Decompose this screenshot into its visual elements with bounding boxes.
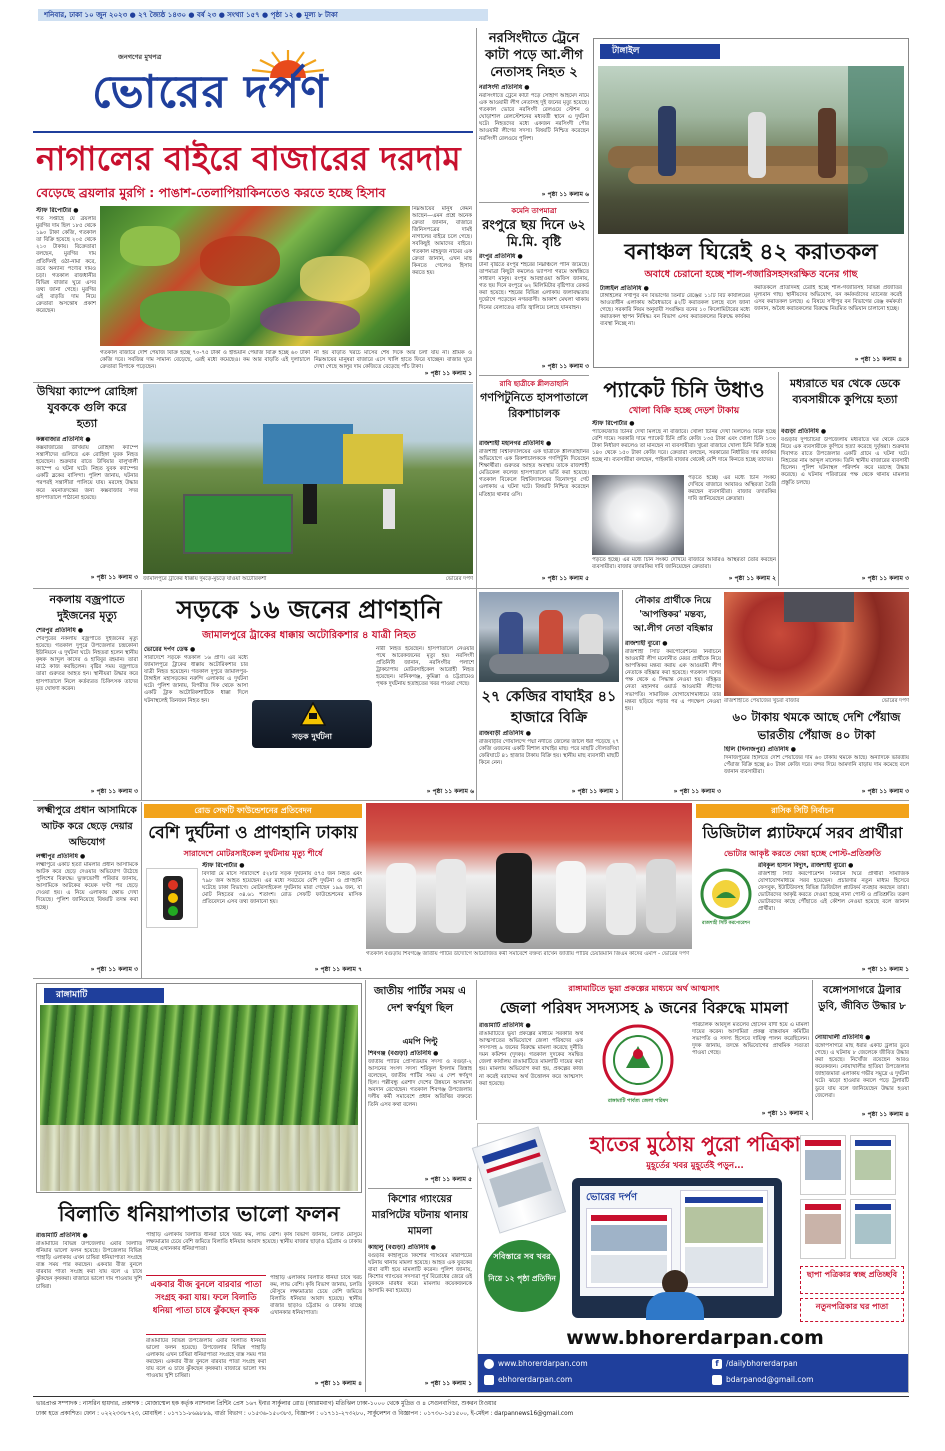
ad-side-text-1: ছাপা পত্রিকার স্বচ্ছ প্রতিচ্ছবি xyxy=(800,1266,904,1294)
narsingdi-byline: নরসিংদী প্রতিনিধি ● xyxy=(479,84,530,91)
coriander-continued: » পৃষ্ঠা ১১ কলাম ৪ xyxy=(314,1380,362,1387)
lead-continued: » পৃষ্ঠা ১১ কলাম ১ xyxy=(424,370,472,377)
road-byline: ভোরের দর্পণ ডেস্ক ● xyxy=(144,646,196,653)
mail-icon xyxy=(712,1375,722,1385)
fish-photo xyxy=(479,592,619,682)
tangail-column-1: টাঙ্গাইলের সখীপুর বন বিভাগের তিনটি রেঞ্জের ১১টি বিট কার্যালয়ের আওতাধীন এলাকায় অবৈধভাবে ৪২টি করাতকল চলছে বলে জানা গেছে। সরকারি নিয়ম অনুযায়ী সংরক্ষিত বনের ১০ কিলোমিটারের মধ্যে করাতকল স্থাপন নিষিদ্ধ। বন বিভাগ এসব করাতকলের বিরুদ্ধে কার্যকর ব্যবস্থা নিচ্ছে না। xyxy=(600,293,750,328)
sugar-body: প্যাকেটজাত চিনির দেখা মিলছে না বাজারে। খোলা চিনির দেখা মিললেও বিক্রি হচ্ছে বেশি দামে। সরকারি দামে প্যাকেট চিনি প্রতি কেজি ১৩৫ টাকা এবং খোলা চিনি ১৩০ টাকা নির্ধারণ করলেও তা মানছেন না ব্যবসায়ীরা। খুচরা বাজারে খোলা চিনি বিক্রি হচ্ছে ১৪০ থেকে ১৫০ টাকা কেজি দরে। ক্রেতারা বলছেন, সরকারের নির্ধারিত দাম কার্যকর হচ্ছে না। ব্যবসায়ীরা বলছেন, পাইকারি বাজার থেকেই বেশি দামে কিনতে হচ্ছে তাদের। xyxy=(592,429,776,464)
rangamati-tag: রাঙ্গামাটি xyxy=(44,988,164,1003)
bogura-continued: » পৃষ্ঠা ১১ কলাম ৩ xyxy=(861,575,909,582)
lakshmipur-body: লক্ষ্মীপুরে একটি হত্যা মামলার প্রধান আসামিকে আটক করে ছেড়ে দেওয়ার অভিযোগ উঠেছে পুলিশের বিরুদ্ধে। ভুক্তভোগী পরিবার জানায়, আসামিকে আটকের কয়েক ঘণ্টা পর ছেড়ে দেওয়া হয়। এ নিয়ে এলাকায় ক্ষোভ দেখা দিয়েছে। পুলিশ জানিয়েছে বিষয়টি তদন্ত করা হচ্ছে। xyxy=(36,862,138,911)
bogura-headline: মধ্যরাতে ঘর থেকে ডেকে ব্যবসায়ীকে কুপিয়ে হত্যা xyxy=(789,377,901,406)
accident-photo xyxy=(143,384,473,574)
sugar-continued: » পৃষ্ঠা ১১ কলাম ২ xyxy=(728,575,776,582)
coriander-photo xyxy=(40,1005,358,1191)
rally-caption: গতকাল বগুড়ায় শিবগঞ্জে জাতীয় পার্টির উদ্যোগে আয়োজিত কর্মী সমাবেশে বক্তব্য রাখেন জাতীয় পার্টির চেয়ারম্যান জিএম কাদের এমপি - ভোরের দর্পণ xyxy=(366,951,690,957)
rohingya-byline: কক্সবাজার প্রতিনিধি ● xyxy=(36,436,91,443)
road-sign-graphic xyxy=(252,700,372,748)
rangamati-case-headline: জেলা পরিষদ সদস্যসহ ৯ জনের বিরুদ্ধে মামলা xyxy=(499,998,789,1017)
coriander-body: রাঙামাটির বিভিন্ন উপজেলায় এবার বিলাতি ধনিয়ার ভালো ফলন হয়েছে। উপজেলার বিভিন্ন পাহাড়ি এলাকায় এখন চাষিরা ধনিয়াপাতা সংগ্রহে ব্যস্ত সময় পার করছেন। একবার বীজ বুনলে বারবার পাতা সংগ্রহ করা যায় বলে এ চাষে ঝুঁকছেন কৃষকরা। বাজারে ভালো দাম পাওয়ায় খুশি চাষিরা। xyxy=(36,1241,142,1290)
lead-column-1: গত সপ্তাহে যে ব্রয়লার মুরগির দাম ছিল ১৮৫ থেকে ১৯০ টাকা কেজি, গতকাল তা বিক্রি হয়েছে ২০৫ থেকে ২১০ টাকায়। বিক্রেতারা বলছেন, মুরগির দাম প্রতিদিনই ওঠা-নামা করে, তবে অন্যান্য পণ্যের দামও চড়া। গতকাল রাজধানীর বিভিন্ন বাজার ঘুরে এসব তথ্য জানা গেছে। মুরগির এই বাড়তি দাম নিয়ে ক্রেতারা অসন্তোষ প্রকাশ করেছেন। xyxy=(36,216,96,315)
rajshahi-kicker: রাবি ছাত্রীকে শ্লীলতাহানি xyxy=(499,380,569,388)
rally-photo xyxy=(366,803,692,949)
rangpur-byline: রংপুর প্রতিনিধি ● xyxy=(479,253,523,260)
onion-headline: ৬০ টাকায় থমকে আছে দেশি পেঁয়াজ ভারতীয় পেঁয়াজ ৪০ টাকা xyxy=(732,710,901,742)
coriander-body-4: রাঙামাটির বিভিন্ন উপজেলায় এবার বিলাতি ধনিয়ার ভালো ফলন হয়েছে। উপজেলার বিভিন্ন পাহাড়ি এলাকায় এখন চাষিরা ধনিয়াপাতা সংগ্রহে ব্যস্ত সময় পার করছেন। একবার বীজ বুনলে বারবার পাতা সংগ্রহ করা যায় বলে এ চাষে ঝুঁকছেন কৃষকরা। বাজারে ভালো দাম পাওয়ায় খুশি চাষিরা। xyxy=(146,1338,266,1378)
city-corporation-seal-icon xyxy=(700,868,752,920)
tangail-byline: টাঙ্গাইল প্রতিনিধি ● xyxy=(600,285,649,292)
ad-subline: মুহূর্তের খবর মুহূর্তেই পড়ুন... xyxy=(646,1161,744,1171)
kishor-body: বগুড়ার কাহালুতে কিশোর গ্যাংয়ের মারপিটের ঘটনায় থানায় মামলা হয়েছে। আহত এক যুবকের বাবা বাদী হয়ে মামলাটি করেন। পুলিশ জানায়, কিশোর গ্যাংয়ের সদস্যরা পূর্ব বিরোধের জেরে ওই যুবককে মারধর করে। মামলায় কয়েকজনকে আসামি করা হয়েছে। xyxy=(368,1253,472,1295)
coriander-byline: রাঙামাটি প্রতিনিধি ● xyxy=(36,1232,88,1239)
rangpur-continued: » পৃষ্ঠা ১১ কলাম ৩ xyxy=(541,363,589,370)
bogura-body: বগুড়ার দুপচাঁচিয়া উপজেলায় মধ্যরাতে ঘর থেকে ডেকে নিয়ে এক ব্যবসায়ীকে কুপিয়ে হত্যা করেছে দুর্বৃত্তরা। শুক্রবার দিবাগত রাতে উপজেলার একটি গ্রামে এ ঘটনা ঘটে। নিহতের নাম আব্দুল মালেক। তিনি স্থানীয় বাজারের ব্যবসায়ী ছিলেন। পুলিশ ঘটনাস্থল পরিদর্শন করে মরদেহ উদ্ধার করেছে। এ ঘটনায় পরিবারের পক্ষ থেকে থানায় মামলার প্রস্তুতি চলছে। xyxy=(781,437,909,486)
coriander-pullquote: একবার বীজ বুনলে বারবার পাতা সংগ্রহ করা যায়। ফলে বিলাতি ধনিয়া পাতা চাষে ঝুঁকছেন কৃষক xyxy=(146,1275,266,1335)
ad-side-papers xyxy=(800,1135,900,1260)
rasik-byline: রবিকুল হাসান বিদ্যুৎ, রাজশাহী ব্যুরো ● xyxy=(758,862,854,869)
lead-column-2b: না হয় বাড়তি খরচে মাসের শেষ দিকে আর চলা যায় না। শ্রমিক ও নিম্নআয়ের মানুষরা বাজারে এসে খালি হাতে ফিরে যাচ্ছেন। বাজার ঘুরে দেখা গেছে আলুর দাম কেজিতে বেড়েছে পাঁচ টাকা। xyxy=(314,350,472,370)
sherpur-byline: শেরপুর প্রতিনিধি ● xyxy=(36,627,84,634)
lakshmipur-headline: লক্ষ্মীপুরে প্রধান আসামিকে আটক করে ছেড়ে দেয়ার অভিযোগ xyxy=(37,805,137,848)
jp-byline: শিবগঞ্জ (বগুড়া) প্রতিনিধি ● xyxy=(368,1050,439,1057)
rsf-byline: স্টাফ রিপোর্টার ● xyxy=(202,862,245,869)
ad-mini-paper-name: ভোরের দর্পণ xyxy=(586,1192,637,1203)
kishor-continued: » পৃষ্ঠা ১১ কলাম ১ xyxy=(424,1380,472,1387)
lead-byline: স্টাফ রিপোর্টার ● xyxy=(36,207,79,214)
rajshahi-continued: » পৃষ্ঠা ১১ কলাম ৫ xyxy=(541,575,589,582)
web-icon xyxy=(484,1359,494,1369)
tagline: জনগণের মুখপত্র xyxy=(118,53,162,61)
rangpur-body: টানা বৃষ্টিতে রংপুর শহরের নিম্নাঞ্চলে পানি জমেছে। তাপমাত্রা কিছুটা কমলেও ভ্যাপসা গরমে অস্বস্তিতে সাধারণ মানুষ। রংপুর আবহাওয়া অফিস জানায়, গত ছয় দিনে রংপুরে ৬২ মিলিমিটার বৃষ্টিপাত রেকর্ড করা হয়েছে। শহরের বিভিন্ন এলাকায় জলাবদ্ধতায় দুর্ভোগে পড়েছেন নগরবাসী। আকাশ মেঘলা থাকায় দিনের বেলাতেও বাতি জ্বালিয়ে চলছে যানবাহন। xyxy=(479,262,589,311)
sugar-subhead: খোলা বিক্রি হচ্ছে দেড়শ টাকায় xyxy=(628,406,740,416)
fish-continued: » পৃষ্ঠা ১১ কলাম ১ xyxy=(571,788,619,795)
district-council-seal-icon xyxy=(602,1024,674,1096)
rsf-subhead: সারাদেশে মোটরসাইকেল দুর্ঘটনায় মৃত্যু শীর্ষে xyxy=(183,849,323,858)
boat-headline: নৌকার প্রার্থীকে নিয়ে 'আপত্তিকর' মন্তব্য, আ.লীগ নেতা বহিষ্কার xyxy=(633,596,713,634)
narsingdi-body: নরসিংদীতে ট্রেনে কাটা পড়ে সোহাগ আহমেদ নামে এক আওয়ামী লীগ নেতাসহ দুই জনের মৃত্যু হয়েছে। গতকাল ভোরে নরসিংদী রেলওয়ে স্টেশন ও ঘোড়াশাল রেলস্টেশনের মধ্যবর্তী স্থানে এ দুর্ঘটনা ঘটে। নিহতদের মধ্যে একজন নরসিংদী পৌর আওয়ামী লীগের সদস্য। বিষয়টি নিশ্চিত করেছেন নরসিংদী রেলওয়ে পুলিশ। xyxy=(479,93,589,142)
ad-web-2[interactable]: ebhorerdarpan.com xyxy=(498,1375,573,1384)
lakshmipur-byline: লক্ষ্মীপুর প্রতিনিধি ● xyxy=(36,853,86,860)
rangamati-case-continued: » পৃষ্ঠা ১১ কলাম ২ xyxy=(761,1110,809,1117)
rasik-headline: ডিজিটাল প্ল্যাটফর্মে সরব প্রার্থীরা xyxy=(702,823,903,842)
boat-continued: » পৃষ্ঠা ১১ কলাম ৩ xyxy=(673,788,721,795)
rsf-body: বিদায়ী মে মাসে সারাদেশে ৫২৮টি সড়ক দুর্ঘটনায় ৫৭৫ জন নিহত এবং ৭৯৮ জন আহত হয়েছেন। এর মধ্যে সবচেয়ে বেশি দুর্ঘটনা ও প্রাণহানি ঘটেছে ঢাকা বিভাগে। মোটরসাইকেল দুর্ঘটনায় মারা গেছেন ১৯৯ জন, যা মোট নিহতের ৩৪.৬১ শতাংশ। রোড সেফটি ফাউন্ডেশনের মাসিক প্রতিবেদনে এসব তথ্য জানানো হয়। xyxy=(202,871,362,906)
rohingya-continued: » পৃষ্ঠা ১১ কলাম ৩ xyxy=(90,574,138,581)
jp-sub: এমপি পিন্টু xyxy=(402,1037,438,1046)
road-body: সারাদেশে সড়কে গতকাল ১৬ প্রাণ। এর মধ্যে জামালপুরে ট্রাকের ধাক্কায় অটোরিকশার চার যাত্রী নিহত হয়েছেন। গতকাল দুপুরে জামালপুর-টাঙ্গাইল মহাসড়কের নরুন্দি এলাকায় এ দুর্ঘটনা ঘটে। পুলিশ জানায়, বিপরীত দিক থেকে আসা একটি ট্রাক অটোরিকশাটিকে ধাক্কা দিলে ঘটনাস্থলেই তিনজন নিহত হন। xyxy=(144,655,248,704)
rsf-logo xyxy=(146,868,198,928)
bay-body: বঙ্গোপসাগরে মাছ ধরার একটি ট্রলার ডুবে গেছে। এ ঘটনায় ৮ জেলেকে জীবিত উদ্ধার করা হয়েছে। নিখোঁজ রয়েছেন আরও কয়েকজন। নোয়াখালীর হাতিয়া উপজেলার জাহাজমারা এলাকায় গভীর সমুদ্রে এ দুর্ঘটনা ঘটে। ঝড়ো হাওয়ার কবলে পড়ে ট্রলারটি ডুবে যায় বলে জানিয়েছেন উদ্ধার হওয়া জেলেরা। xyxy=(815,1043,909,1099)
rangpur-headline: রংপুরে ছয় দিনে ৬২ মি.মি. বৃষ্টি xyxy=(482,218,586,250)
tangail-subhead: অবাধে চেরানো হচ্ছে শাল-গজারিসহসংরক্ষিত বনের গাছ xyxy=(644,269,858,280)
sugar-body-2: পড়তে হচ্ছে। এর মধ্যে চিনি সংকট দেখিয়ে বাজারে আবারও অস্থিরতা তৈরি করছেন ব্যবসায়ীরা। বাজার তদারকির দাবি জানিয়েছেন ক্রেতারা। xyxy=(688,475,776,503)
rangamati-case-body-2: পরিচালক আবদুল মতলেব হোসেন বাদী হয়ে এ মামলা দায়ের করেন। আসামিরা প্রকল্প বাস্তবায়ন কমিটির সভাপতি ও সদস্য হিসেবে দায়িত্ব পালন করেছিলেন। দুদক জানায়, তদন্তে অভিযোগের প্রাথমিক সত্যতা পাওয়া গেছে। xyxy=(692,1022,809,1057)
rangamati-case-byline: রাঙামাটি প্রতিনিধি ● xyxy=(479,1022,531,1029)
boat-body: রাজশাহী সিটি করপোরেশনের নির্বাচনে আওয়ামী লীগ মনোনীত মেয়র প্রার্থীকে নিয়ে আপত্তিকর মন্তব্য করায় এক আওয়ামী লীগ নেতাকে বহিষ্কার করা হয়েছে। গতকাল দলের পক্ষ থেকে এ সিদ্ধান্ত নেওয়া হয়। বহিষ্কৃত নেতা মহানগর ওয়ার্ড আওয়ামী লীগের সভাপতি। সামাজিক যোগাযোগমাধ্যমে তার মন্তব্য ছড়িয়ে পড়ার পর এ পদক্ষেপ নেওয়া হয়। xyxy=(625,649,721,712)
dateline: শনিবার, ঢাকা ১০ জুন ২০২৩ ● ২৭ জ্যৈষ্ঠ ১৪৩০ ● বর্ষ ২৩ ● সংখ্যা ১৫৭ ● পৃষ্ঠা ১২ ● মূল্য ৮ টাকা xyxy=(44,11,338,19)
bay-headline: বঙ্গোপসাগরে ট্রলার ডুবি, জীবিত উদ্ধার ৮ xyxy=(818,985,906,1012)
imprint-line-2: ঢাকা হতে প্রকাশিত। ফোন : ০২২২৩৩৮৭২৩, মোবাইল : ০১৭১১-৮৬৯৮৮৯, বার্তা বিভাগ : ০১৫৩৬-১৫০৩৮৩, বিজ্ঞাপন : ০১৭১১-২৭৩২৮০, সার্কুলেশন ও বিজ্ঞাপন : ০১৭৩০-১৫১৫০০, ই-মেইল : darpannews16@gmail.com xyxy=(36,1411,574,1417)
sugar-photo xyxy=(592,475,684,555)
road-headline: সড়কে ১৬ জনের প্রাণহানি xyxy=(176,595,442,624)
jp-headline: জাতীয় পার্টির সময় এ দেশ স্বর্ণযুগ ছিল xyxy=(373,985,467,1014)
ad-bubble xyxy=(484,1240,560,1312)
lead-column-1b: গতকাল বাজারে দেশি পেঁয়াজ বিক্রি হচ্ছে ৭০-৭৫ টাকা ও ইন্ডিয়ান পেঁয়াজ বিক্রি হচ্ছে ৬০ টাকা কেজি দরে। সবজির দাম সামান্য বেড়েছে, এরই মধ্যে কমেছেও। কম আর বাড়তি এই দুলাচালে ক্রেতারা বিপাকে পড়েছেন। xyxy=(100,350,310,371)
lakshmipur-continued: » পৃষ্ঠা ১১ কলাম ৩ xyxy=(90,966,138,973)
rajshahi-headline: গণপিটুনিতে হাসপাতালে রিকশাচালক xyxy=(480,391,588,420)
sherpur-headline: নকলায় বজ্রপাতে দুইজনের মৃত্যু xyxy=(49,593,125,622)
fish-body: রাজবাড়ীর গোয়ালন্দে পদ্মা নদীতে জেলের জালে ধরা পড়েছে ২৭ কেজি ওজনের একটি বিশাল বাঘাইর মাছ। পরে মাছটি দৌলতদিয়া ফেরিঘাটে ৪১ হাজার টাকায় বিক্রি হয়। স্থানীয় মাছ ব্যবসায়ী মাছটি কিনে নেন। xyxy=(479,739,619,767)
rasik-body: রাজশাহী সিটি করপোরেশন নির্বাচন ঘিরে প্রার্থীরা সামাজিক যোগাযোগমাধ্যমে সরব হয়েছেন। প্রচারণার নতুন মাধ্যম হিসেবে ফেসবুক, ইউটিউবসহ বিভিন্ন ডিজিটাল প্ল্যাটফর্ম ব্যবহার করছেন তারা। ভোটারদের আকৃষ্ট করতে দেওয়া হচ্ছে নানা পোস্ট ও প্রতিশ্রুতি। তরুণ ভোটারদের কাছে পৌঁছাতে এই কৌশল নেওয়া হয়েছে বলে জানান প্রার্থীরা। xyxy=(758,871,909,913)
rohingya-body: কক্সবাজারের উখিয়ায় রোহিঙ্গা ক্যাম্পে সন্ত্রাসীদের গুলিতে এক রোহিঙ্গা যুবক নিহত হয়েছেন। শুক্রবার রাতে উখিয়ার বালুখালী ক্যাম্পে এ ঘটনা ঘটে। নিহত যুবক ক্যাম্পের একটি ব্লকের বাসিন্দা। পুলিশ জানায়, ঘটনার পরপরই সন্ত্রাসীরা পালিয়ে যায়। মরদেহ উদ্ধার করে ময়নাতদন্তের জন্য কক্সবাজার সদর হাসপাতালে পাঠানো হয়েছে। xyxy=(36,445,138,501)
coriander-headline: বিলাতি ধনিয়াপাতার ভালো ফলন xyxy=(58,1201,340,1226)
rasik-subhead: ভোটার আকৃষ্ট করতে দেয়া হচ্ছে পোস্ট-প্রতিশ্রুতি xyxy=(724,849,881,858)
sugar-byline: স্টাফ রিপোর্টার ● xyxy=(592,420,635,427)
lead-subhead: বেড়েছে ব্রয়লার মুরগি : পাঙাশ-তেলাপিয়াকিনতেও করতে হচ্ছে হিসাব xyxy=(36,185,386,200)
ad-headline: হাতের মুঠোয় পুরো পত্রিকা xyxy=(589,1132,801,1156)
tangail-column-2: করাতকলে প্রতিদিনই চেরাই হচ্ছে শাল-গজারিসহ বিভিন্ন প্রজাতির মূল্যবান গাছ। স্থানীয়দের অভিযোগ, বন কর্মকর্তাদের ম্যানেজ করেই এসব করাতকল চলছে। এ বিষয়ে সখীপুর বন বিভাগের রেঞ্জ কর্মকর্তা জানান, অবৈধ করাতকলের বিরুদ্ধে নিয়মিত অভিযান চালানো হচ্ছে। xyxy=(754,285,902,313)
lead-vegetables-photo xyxy=(100,206,410,346)
onion-caption: রাজশাহীতে পেঁয়াজের খুচরা বাজার xyxy=(724,698,800,704)
onion-credit: ভোরের দর্পণ xyxy=(881,698,909,704)
facebook-icon: f xyxy=(712,1359,722,1369)
kishor-byline: কাহালু (বগুড়া) প্রতিনিধি ● xyxy=(368,1244,437,1251)
epaper-icon xyxy=(484,1375,494,1385)
rajshahi-body: রাজশাহী বিশ্ববিদ্যালয়ের এক ছাত্রীকে শ্লীলতাহানির অভিযোগে এক রিকশাচালককে গণপিটুনি দিয়েছেন শিক্ষার্থীরা। গুরুতর আহত অবস্থায় তাকে রাজশাহী মেডিকেল কলেজ হাসপাতালে ভর্তি করা হয়েছে। গতকাল বিকেলে বিশ্ববিদ্যালয়ের বিনোদপুর গেট এলাকায় এ ঘটনা ঘটে। বিষয়টি নিশ্চিত করেছেন মতিহার থানার ওসি। xyxy=(479,449,589,498)
onion-continued: » পৃষ্ঠা ১১ কলাম ৩ xyxy=(861,788,909,795)
accident-credit: ভোরের দর্পণ xyxy=(445,576,473,582)
ad-website-link[interactable]: www.bhorerdarpan.com xyxy=(566,1327,824,1349)
rangamati-case-kicker: রাঙ্গামাটিতে ভুয়া প্রকল্পের মাধ্যমে অর্থ আত্মসাৎ xyxy=(568,984,720,993)
road-body-2: নারী নিহত হয়েছেন। হাসপাতালে নেওয়ার পথে আরেকজনের মৃত্যু হয়। নরসিংদী প্রতিনিধি জানান, নরসিংদীর পলাশে ট্রাকচাপায় মোটরসাইকেল আরোহী নিহত হয়েছেন। মানিকগঞ্জ, কুমিল্লা ও চট্টগ্রামেও পৃথক দুর্ঘটনায় হতাহতের খবর পাওয়া গেছে। xyxy=(376,646,474,688)
traffic-light-icon xyxy=(161,875,185,921)
jp-body: জাতীয় পার্টির প্রেসিডিয়াম সদস্য ও বগুড়া-২ আসনের সংসদ সদস্য শরিফুল ইসলাম জিন্নাহ বলেছেন, জাতীয় পার্টির সময় এ দেশ স্বর্ণযুগ ছিল। পল্লীবন্ধু এরশাদ দেশের উন্নয়নে অসামান্য অবদান রেখেছেন। গতকাল শিবগঞ্জ উপজেলায় দলীয় কর্মী সমাবেশে প্রধান অতিথির বক্তব্যে তিনি এসব কথা বলেন। xyxy=(368,1059,472,1108)
rasik-logo xyxy=(698,868,754,928)
coriander-body-2: পাহাড়ি এলাকায় বিলাতি ধনিয়া চাষে খরচ কম, লাভ বেশি। কৃষি বিভাগ জানায়, চলতি মৌসুমে লক্ষ্যমাত্রার চেয়ে বেশি জমিতে বিলাতি ধনিয়ার আবাদ হয়েছে। স্থানীয় বাজার ছাড়াও চট্টগ্রাম ও ঢাকায় যাচ্ছে এখানকার ধনিয়াপাতা। xyxy=(146,1232,362,1253)
onion-photo xyxy=(724,592,909,696)
bay-byline: নোয়াখালী প্রতিনিধি ● xyxy=(815,1034,871,1041)
rangamati-case-body: রাঙামাটিতে ভুয়া প্রকল্পের মাধ্যমে সরকারি অর্থ আত্মসাতের অভিযোগে জেলা পরিষদের এক সদস্যসহ ৯ জনের বিরুদ্ধে মামলা করেছে দুর্নীতি দমন কমিশন (দুদক)। গতকাল দুদকের সমন্বিত জেলা কার্যালয় রাঙামাটিতে মামলাটি দায়ের করা হয়। মামলায় অভিযোগ করা হয়, প্রকল্পের কাজ না করেই বরাদ্দের অর্থ উত্তোলন করে আত্মসাৎ করা হয়েছে। xyxy=(479,1031,583,1087)
accident-caption: জামালপুরে ট্রাকের ধাক্কায় দুমড়ে-মুচড়ে যাওয়া অটোরিকশা xyxy=(143,576,267,582)
rangamati-case-logo xyxy=(588,1022,688,1114)
kishor-headline: কিশোর গ্যাংয়ের মারপিটের ঘটনায় থানায় মামলা xyxy=(371,1194,469,1237)
fish-byline: রাজবাড়ী প্রতিনিধি ● xyxy=(479,730,531,737)
onion-byline: হিলি (দিনাজপুর) প্রতিনিধি ● xyxy=(724,746,797,753)
ad-bubble-text-2: নিয়ে ১২ পৃষ্ঠা প্রতিদিন xyxy=(488,1274,556,1283)
ad-bubble-text-1: সবিস্তারে সব খবর xyxy=(493,1252,551,1261)
fish-headline: ২৭ কেজির বাঘাইর ৪১ হাজারে বিক্রি xyxy=(481,688,617,726)
ad-facebook[interactable]: /dailybhorerdarpan xyxy=(726,1359,798,1368)
tangail-sawmill-photo xyxy=(598,66,904,234)
rohingya-headline: উখিয়া ক্যাম্পে রোহিঙ্গা যুবককে গুলি করে হত্যা xyxy=(36,385,138,430)
ad-person xyxy=(640,1270,710,1320)
narsingdi-continued: » পৃষ্ঠা ১১ কলাম ৬ xyxy=(541,191,589,198)
coriander-body-3: পাহাড়ি এলাকায় বিলাতি ধনিয়া চাষে খরচ কম, লাভ বেশি। কৃষি বিভাগ জানায়, চলতি মৌসুমে লক্ষ্যমাত্রার চেয়ে বেশি জমিতে বিলাতি ধনিয়ার আবাদ হয়েছে। স্থানীয় বাজার ছাড়াও চট্টগ্রাম ও ঢাকায় যাচ্ছে এখানকার ধনিয়াপাতা। xyxy=(270,1275,362,1317)
narsingdi-headline: নরসিংদীতে ট্রেনে কাটা পড়ে আ.লীগ নেতাসহ নিহত ২ xyxy=(485,31,583,80)
rangamati-case-logo-text: রাঙ্গামাটি পার্বত্য জেলা পরিষদ xyxy=(607,1098,669,1104)
tangail-tag: টাঙ্গাইল xyxy=(600,44,720,59)
tangail-continued: » পৃষ্ঠা ১১ কলাম ৪ xyxy=(854,356,902,363)
sherpur-body: শেরপুরের নকলায় বজ্রপাতে দুইজনের মৃত্যু হয়েছে। গতকাল দুপুরে উপজেলার চন্দ্রকোনা ইউনিয়নে এ দুর্ঘটনা ঘটে। নিহতরা হলেন স্থানীয় কৃষক আব্দুল কাদের ও হাবিবুর রহমান। তারা মাঠে কাজ করছিলেন। বৃষ্টির সময় বজ্রপাতে তারা গুরুতর আহত হন। স্থানীয়রা উদ্ধার করে হাসপাতালে নিলে কর্তব্যরত চিকিৎসক তাদের মৃত ঘোষণা করেন। xyxy=(36,636,138,692)
lead-column-2: নিম্নআয়ের মানুষ কেমন আছেন—এমন প্রশ্নে অনেক ক্রেতা জানান, বাজারে জিনিসপত্রের দামই নাগালের বাইরে চলে গেছে। সবকিছুই আমাদের বাইরে। গতকাল মাহফুজ নামের এক ক্রেতা জানান, এখন মাছ কিনতে গেলেও হিসাব করতে হয়। xyxy=(412,206,472,276)
rasik-continued: » পৃষ্ঠা ১১ কলাম ১ xyxy=(861,966,909,973)
bay-continued: » পৃষ্ঠা ১১ কলাম ৪ xyxy=(861,1111,909,1118)
boat-byline: রাজশাহী ব্যুরো ● xyxy=(625,640,668,647)
ad-mail[interactable]: bdarpanod@gmail.com xyxy=(726,1375,814,1384)
masthead-name: ভোরের দর্পণ xyxy=(92,65,329,118)
sugar-body-3: পড়তে হচ্ছে। এর মধ্যে চিনি সংকট দেখিয়ে বাজারে আবারও অস্থিরতা তৈরি করছেন ব্যবসায়ীরা। বাজার তদারকির দাবি জানিয়েছেন ক্রেতারা। xyxy=(592,557,776,571)
road-subhead: জামালপুরে ট্রাকের ধাক্কায় অটোরিকশার ৪ যাত্রী নিহত xyxy=(202,630,416,641)
ad-side-text-2: নতুনপত্রিকার ঘর পাতা xyxy=(800,1298,904,1322)
rajshahi-byline: রাজশাহী মহানগর প্রতিনিধি ● xyxy=(479,440,552,447)
rsf-kicker: রোড সেফটি ফাউন্ডেশনের প্রতিবেদন xyxy=(144,804,362,818)
road-sign-label: সড়ক দুর্ঘটনা xyxy=(292,732,332,741)
rsf-continued: » পৃষ্ঠা ১১ কলাম ৭ xyxy=(314,966,362,973)
rangpur-kicker: কমেনি তাপমাত্রা xyxy=(511,207,557,215)
sugar-headline: প্যাকেট চিনি উধাও xyxy=(603,377,765,402)
rasik-kicker: রাসিক সিটি নির্বাচন xyxy=(696,804,909,818)
ad-web-1[interactable]: www.bhorerdarpan.com xyxy=(498,1359,588,1368)
road-continued: » পৃষ্ঠা ১১ কলাম ৬ xyxy=(426,788,474,795)
imprint-line-1: ভারপ্রাপ্ত সম্পাদক : নাসরিন হায়দার, প্রকাশক : মোজাম্মেল হক কর্তৃক ন্যাশনাল প্রিন্টিং প্রেস ১৬৭ ইনার সার্কুলার রোড (আরামবাগ) মতিঝিল ঢাকা-১০০০ থেকে মুদ্রিত ও ৪ সেগুনবাগিচা, শুকরন টাওয়ার xyxy=(36,1401,497,1407)
jp-continued: » পৃষ্ঠা ১১ কলাম ৫ xyxy=(424,1176,472,1183)
sherpur-continued: » পৃষ্ঠা ১১ কলাম ৩ xyxy=(90,788,138,795)
bogura-byline: বগুড়া প্রতিনিধি ● xyxy=(781,428,827,435)
lead-headline: নাগালের বাইরে বাজারের দরদাম xyxy=(36,139,461,178)
rsf-headline: বেশি দুর্ঘটনা ও প্রাণহানি ঢাকায় xyxy=(148,823,358,843)
onion-body: দিনাজপুরের হিলিতে দেশি পেঁয়াজের দাম ৬০ টাকায় থমকে আছে। অন্যদিকে ভারতীয় পেঁয়াজ বিক্রি হচ্ছে ৪০ টাকা কেজি দরে। বন্দর দিয়ে আমদানি বাড়ায় দাম কমেছে বলে জানান ব্যবসায়ীরা। xyxy=(724,755,909,776)
tangail-headline: বনাঞ্চল ঘিরেই ৪২ করাতকল xyxy=(624,239,878,265)
rasik-logo-text: রাজশাহী সিটি করপোরেশন xyxy=(702,921,750,926)
road-warning-icon xyxy=(300,702,326,726)
